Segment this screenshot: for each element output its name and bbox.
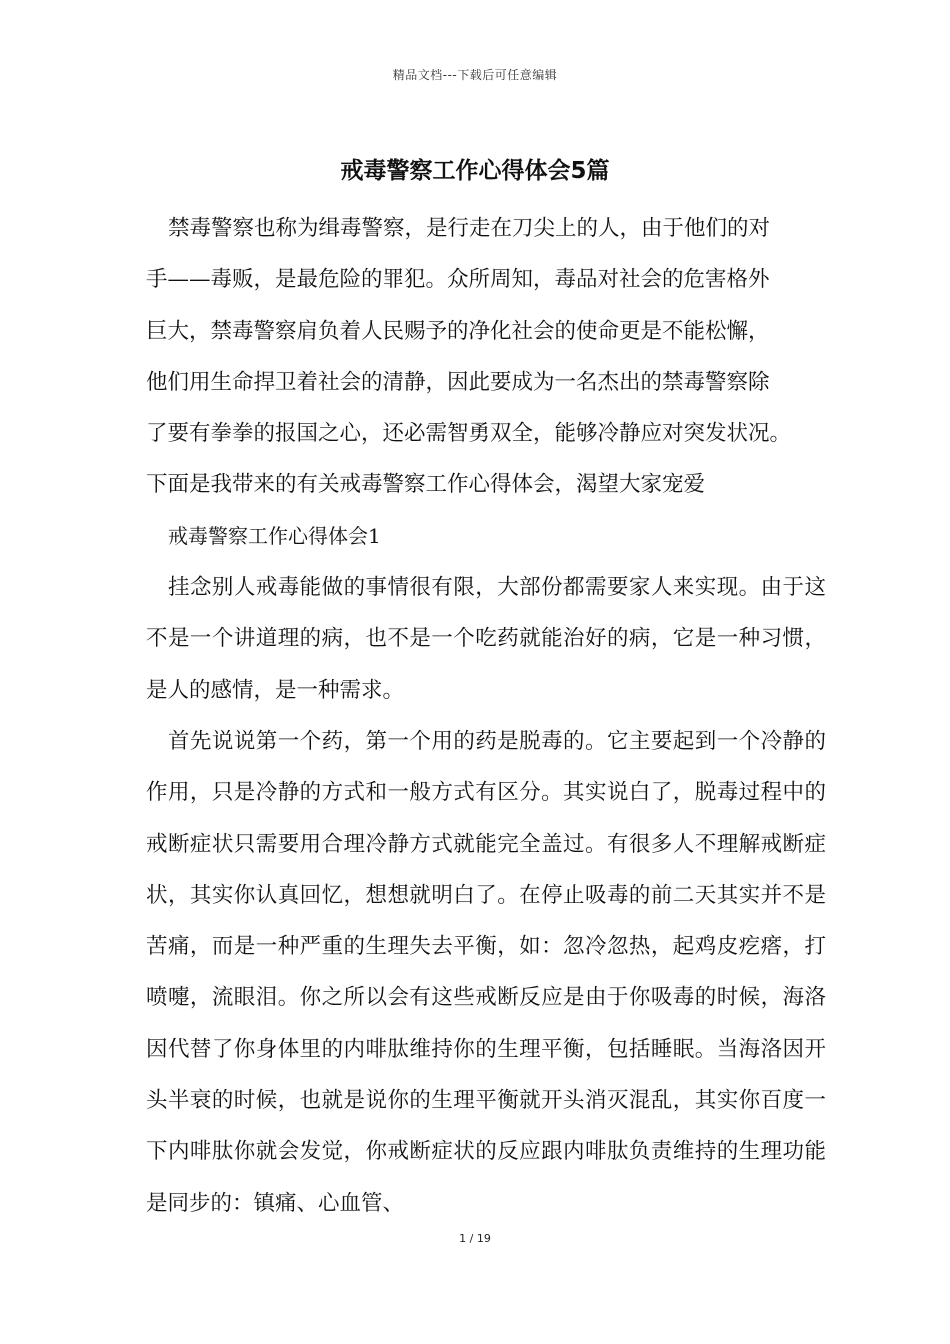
- intro-paragraph: [146, 203, 826, 511]
- intro-line: 禁毒警察也称为缉毒警察，是行走在刀尖上的人，由于他们的对: [168, 216, 771, 241]
- header-note: 精品文档---下载后可任意编辑: [392, 68, 558, 82]
- page-title: 戒毒警察工作心得体会5篇: [340, 158, 610, 184]
- intro-line: 手——毒贩，是最危险的罪犯。众所周知，毒品对社会的危害格外: [146, 267, 770, 293]
- intro-line: 巨大，禁毒警察肩负着人民赐予的净化社会的使命更是不能松懈，: [146, 318, 770, 344]
- body-paragraph-1: 挂念别人戒毒能做的事情很有限，大部份都需要家人来实现。由于这不是一个讲道理的病，也不是一个吃药就能治好的病，它是一种习惯，是人的感情，是一种需求。: [146, 575, 826, 703]
- intro-line: 下面是我带来的有关戒毒警察工作心得体会，渴望大家宠爱: [146, 472, 706, 498]
- intro-line: 他们用生命捍卫着社会的清静，因此要成为一名杰出的禁毒警察除: [146, 369, 770, 395]
- section-heading: 戒毒警察工作心得体会1: [168, 523, 381, 548]
- page-number: 1 / 19: [459, 1232, 491, 1245]
- document-body: [146, 203, 826, 1229]
- intro-line: 了要有拳拳的报国之心，还必需智勇双全，能够冷静应对突发状况。: [146, 421, 792, 447]
- body-paragraph-2: 首先说说第一个药，第一个用的药是脱毒的。它主要起到一个冷静的作用，只是冷静的方式和一般方式有区分。其实说白了，脱毒过程中的戒断症状只需要用合理冷静方式就能完全盖过。有很多人不理解戒断症状，其实你认真回忆，想想就明白了。在停止吸毒的前二天其实并不是苦痛，而是一种严重的生理失去平衡，如：忽冷忽热，起鸡皮疙瘩，打喷嚏，流眼泪。你之所以会有这些戒断反应是由于你吸毒的时候，海洛因代替了你身体里的内啡肽维持你的生理平衡，包括睡眠。当海洛因开头半衰的时候，也就是说你的生理平衡就开头消灭混乱，其实你百度一下内啡肽你就会发觉，你戒断症状的反应跟内啡肽负责维持的生理功能是同步的：镇痛、心血管、: [146, 728, 826, 1216]
